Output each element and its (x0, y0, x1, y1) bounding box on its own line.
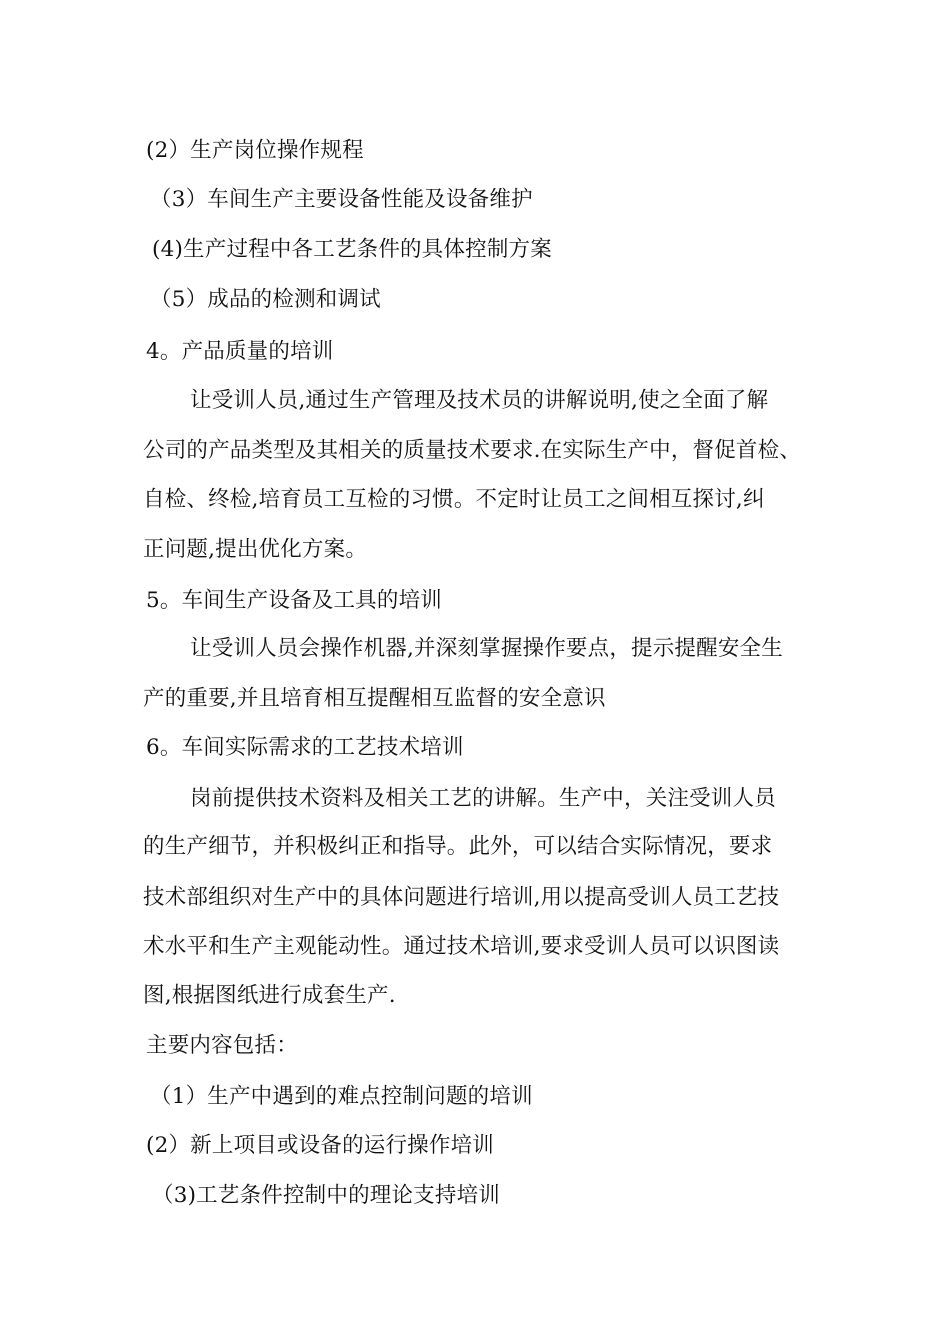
paragraph-line: 图,根据图纸进行成套生产. (143, 983, 396, 1008)
paragraph-line: 让受训人员,通过生产管理及技术员的讲解说明,使之全面了解 (190, 388, 769, 413)
list-item-production-post-procedures: (2）生产岗位操作规程 (146, 138, 364, 163)
section-heading-product-quality: 4。产品质量的培训 (146, 339, 334, 364)
section-heading-equipment-tools: 5。车间生产设备及工具的培训 (146, 588, 442, 613)
paragraph-line: 正问题,提出优化方案。 (143, 537, 368, 562)
paragraph-line: 技术部组织对生产中的具体问题进行培训,用以提高受训人员工艺技 (143, 885, 780, 910)
main-content-heading: 主要内容包括： (146, 1033, 298, 1058)
paragraph-line: 让受训人员会操作机器,并深刻掌握操作要点，提示提醒安全生 (190, 636, 783, 661)
section-heading-process-technology: 6。车间实际需求的工艺技术培训 (146, 735, 464, 760)
list-item-process-control-plan: (4)生产过程中各工艺条件的具体控制方案 (152, 237, 552, 262)
paragraph-line: 公司的产品类型及其相关的质量技术要求.在实际生产中，督促首检、 (143, 438, 802, 463)
paragraph-line: 产的重要,并且培育相互提醒相互监督的安全意识 (143, 686, 606, 711)
paragraph-line: 的生产细节，并积极纠正和指导。此外，可以结合实际情况，要求 (143, 834, 773, 859)
paragraph-line: 岗前提供技术资料及相关工艺的讲解。生产中，关注受训人员 (190, 786, 776, 811)
paragraph-line: 术水平和生产主观能动性。通过技术培训,要求受训人员可以识图读 (143, 934, 780, 959)
paragraph-line: 自检、终检,培育员工互检的习惯。不定时让员工之间相互探讨,纠 (143, 487, 765, 512)
list-item-new-project-operation: (2）新上项目或设备的运行操作培训 (146, 1133, 494, 1158)
list-item-theory-support: （3)工艺条件控制中的理论支持培训 (152, 1183, 500, 1208)
list-item-equipment-performance: （3）车间生产主要设备性能及设备维护 (150, 187, 533, 212)
list-item-difficult-control-issues: （1）生产中遇到的难点控制问题的培训 (150, 1084, 533, 1109)
list-item-product-testing: （5）成品的检测和调试 (150, 287, 381, 312)
